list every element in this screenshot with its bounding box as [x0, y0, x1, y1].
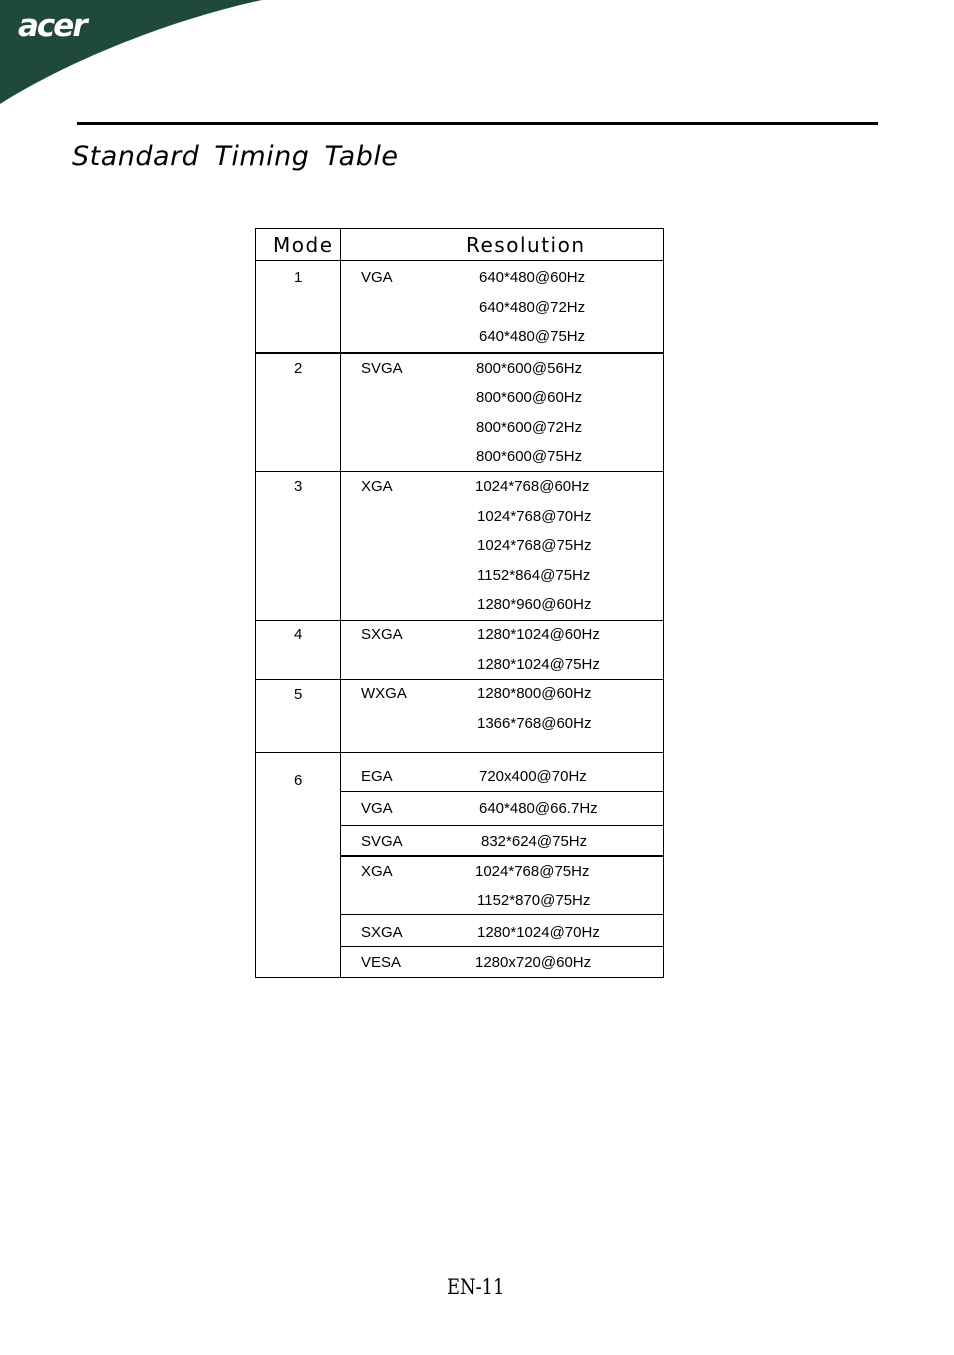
- resolution-value: 1280x720@60Hz: [475, 954, 592, 971]
- resolution-value: 1152*864@75Hz: [477, 567, 591, 584]
- standard-label: SVGA: [361, 360, 403, 377]
- header-divider: [340, 229, 341, 260]
- resolution-value: 1024*768@75Hz: [475, 863, 590, 880]
- mode-number: 2: [294, 360, 303, 377]
- resolution-value: 640*480@75Hz: [479, 328, 586, 345]
- resolution-value: 640*480@72Hz: [479, 299, 586, 316]
- page-title: Standard Timing Table: [72, 141, 399, 172]
- resolution-value: 832*624@75Hz: [481, 833, 588, 850]
- resolution-value: 1024*768@75Hz: [477, 537, 592, 554]
- row-divider: [340, 914, 663, 915]
- standard-label: XGA: [361, 863, 393, 880]
- row-divider: [256, 260, 663, 261]
- resolution-value: 800*600@56Hz: [476, 360, 583, 377]
- header-resolution: Resolution: [466, 233, 586, 257]
- resolution-value: 800*600@60Hz: [476, 389, 583, 406]
- mode-number: 3: [294, 478, 303, 495]
- resolution-value: 1280*1024@70Hz: [477, 924, 600, 941]
- mode-column-divider: [340, 260, 341, 978]
- standard-label: VGA: [361, 269, 393, 286]
- standard-label: SXGA: [361, 924, 403, 941]
- mode-number: 5: [294, 686, 303, 703]
- mode-number: 6: [294, 772, 303, 789]
- resolution-value: 1280*1024@60Hz: [477, 626, 600, 643]
- standard-label: WXGA: [361, 685, 407, 702]
- resolution-value: 800*600@72Hz: [476, 419, 583, 436]
- header-rule: [77, 122, 878, 125]
- resolution-value: 800*600@75Hz: [476, 448, 583, 465]
- resolution-value: 1024*768@60Hz: [475, 478, 590, 495]
- row-divider: [256, 471, 663, 472]
- standard-label: VESA: [361, 954, 402, 971]
- resolution-value: 720x400@70Hz: [479, 768, 587, 785]
- header-mode: Mode: [273, 233, 334, 257]
- row-divider: [256, 752, 663, 753]
- standard-label: VGA: [361, 800, 393, 817]
- resolution-value: 1280*1024@75Hz: [477, 656, 600, 673]
- row-divider: [340, 825, 663, 826]
- row-divider: [340, 791, 663, 792]
- row-divider: [256, 352, 663, 354]
- resolution-value: 1280*800@60Hz: [477, 685, 592, 702]
- resolution-value: 1024*768@70Hz: [477, 508, 592, 525]
- standard-label: EGA: [361, 768, 393, 785]
- acer-logo: acer: [18, 8, 86, 44]
- standard-timing-table: [255, 228, 664, 978]
- standard-label: SXGA: [361, 626, 403, 643]
- resolution-value: 640*480@60Hz: [479, 269, 586, 286]
- row-divider: [256, 679, 663, 680]
- resolution-value: 1366*768@60Hz: [477, 715, 592, 732]
- resolution-value: 640*480@66.7Hz: [479, 800, 598, 817]
- resolution-value: 1152*870@75Hz: [477, 892, 591, 909]
- resolution-value: 1280*960@60Hz: [477, 596, 592, 613]
- standard-label: XGA: [361, 478, 393, 495]
- row-divider: [340, 855, 663, 857]
- row-divider: [256, 620, 663, 621]
- mode-number: 1: [294, 269, 303, 286]
- page-number: EN-11: [447, 1275, 505, 1299]
- standard-label: SVGA: [361, 833, 403, 850]
- row-divider: [340, 946, 663, 947]
- mode-number: 4: [294, 626, 303, 643]
